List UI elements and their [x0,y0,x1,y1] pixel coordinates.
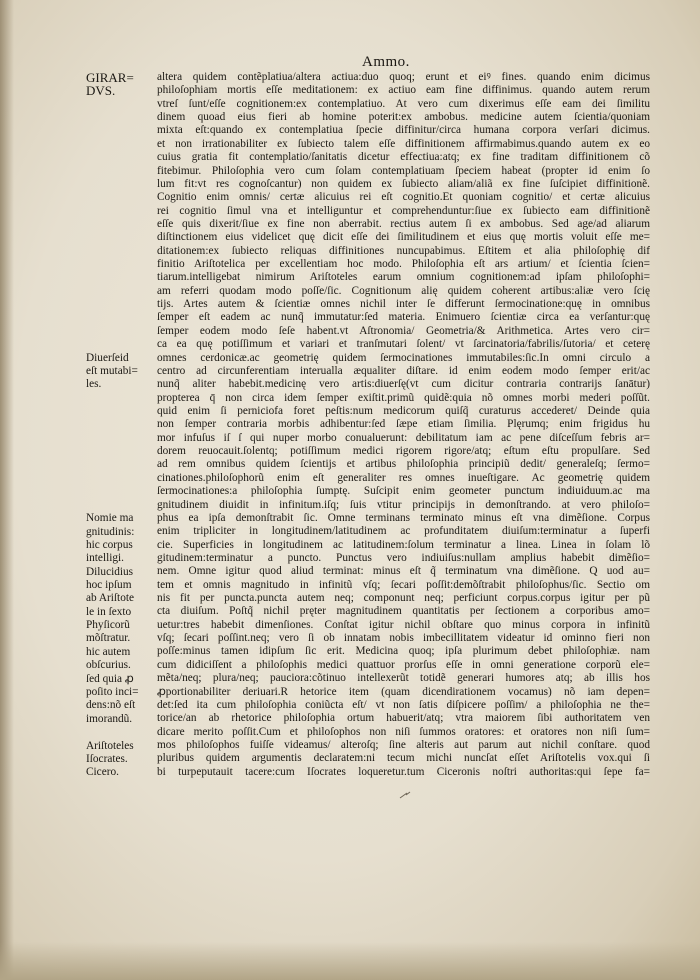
margin-note-line: imorandũ. [86,712,133,725]
text-line: vſq; ſecari poſſint.neq; vero ſi ob innatam nobis imbecillitatem videatur id ominno fieri non [157,632,650,645]
margin-note-line: gnitudinis: [86,525,135,538]
text-line: ꝓportionabiliter deriuari.R hetorice item (quam dicendirationem vocamus) nõ iam depen= [157,685,650,698]
margin-note-line: Phyſicorũ [86,619,130,632]
text-line: dinem quoad eius fieri ab homine poterit:ex ambobus. medicine autem ſcientia/quoniam [157,111,650,124]
text-line: tijs. Artes autem & ſcientiæ omnes nichil inter ſe differunt ſermocinatione:quę in omnibus [157,298,650,311]
margin-note-line: dens:nõ eſt [86,699,136,712]
text-line: rei cognitio ſimul vna et intelliguntur et comprehenduntur:ſiue ex ſubiecto eam diffinitionẽ [157,204,650,217]
text-line: omnes cerdonicæ.ac geometrię quidem ſermocinationes immutabiles:ſic.In omni circulo a [157,351,650,364]
margin-note-line: intelligi. [86,552,124,565]
text-line: tem et omnis magnitudo in infinitũ vſq; ſecari poſſit:demõſtrabit philoſophus/ſic. Sectio om [157,578,650,591]
margin-note [86,71,156,98]
text-line: tiarum.intelligebat nimirum Ariſtoteles earum omnium cognitionem:ad ipſam philoſophi= [157,271,650,284]
margin-note-line: DVS. [86,83,116,99]
text-line: dorem reuocauit.ſolentq; potiſſimum medici rigorem rigore/atq; eſtum eſtu propulſare. Sed [157,445,650,458]
text-line: nunq̃ aliter habebit.medicinę vero artis:diuerſę(vt cum dicitur contraria contrarijs ſanātur) [157,378,650,391]
text-line: torice/an ab rhetorice philoſophia ortum habuerit/atq; vtra maiorem ſibi authoritatem ven [157,712,650,725]
text-line: mor infuſus iſ ſ qui nuper morbo conualuerunt: debilitatum iam ac pene diſceſſum febris ar= [157,431,650,444]
text-line: et non irrationabiliter ex ſubiecto talem eſſe diffinitionem affirmabimus.quando autem ex eo [157,137,650,150]
text-line: gnitudinem diuidit in infinitum.iſq; ſuis vtitur principijs in demonſtrando. at vero philoſo= [157,498,650,511]
margin-note-line: ab Ariſtote [86,592,135,605]
text-line: phus ea ipſa demonſtrabit ſic. Omne terminans terminato minus eſt vna dimẽſione. Corpus [157,511,650,524]
margin-note-line: ſed quia ꝓ [86,672,134,685]
text-line: diſtinctionem eius videlicet quę dicit eſſe dei ſimilitudinem et eius quę mortis voluit eſſe me= [157,231,650,244]
margin-note-line: Dilucidius [86,565,134,578]
text-line: pluribus quidem argumentis declaratem:ni tecum michi nuncſat eſſet Ariſtotelis vox.qui ſi [157,752,650,765]
running-header: Ammo. [362,54,410,70]
text-line: bi turpeputauit tacere:cum Iſocrates loqueretur.tum Ciceronis noſtri authoritas:qui ſepe fa= [157,765,650,778]
binding-shadow [0,0,14,980]
text-line: nis fit per puncta.puncta autem neq; componunt neq; perficiunt corpus.corpus igitur per pũ [157,592,650,605]
margin-note-line: le in ſexto [86,605,132,618]
text-line: vtreſ ſunt/eſſe cognitionem:ex contemplatiuo. At vero cum dixerimus eſſe eam dei ſimilitu [157,97,650,110]
text-line: ditationem:ex ſubiecto reliquas diffinitiones nuncupabimus. Eſtitem et alia philoſophię dif [157,244,650,257]
margin-note-line: Iſocrates. [86,752,128,765]
text-line: cie. Superficies in longitudinem ac latitudinem:ſolum terminatur a linea. Linea in ſolam lõ [157,538,650,551]
margin-note [86,512,156,726]
margin-note [86,352,156,392]
margin-note-line: poſito inci= [86,685,139,698]
text-line: fitebimur. Philoſophia vero cum ſolam contemplatiuam ſpeciem habeat (propter id enim ſo [157,164,650,177]
margin-note-line: eſt mutabi= [86,365,138,378]
margin-note-line: mõſtratur. [86,632,131,645]
margin-note [86,740,156,780]
margin-note-line: Diuerſeid [86,351,129,364]
text-line: nem. Omne igitur quod aliud terminat: minus eſt q̃ terminatum vna dimẽſione. Q uod au= [157,565,650,578]
margin-note-line: Ariſtoteles [86,739,134,752]
margin-note-line: Cicero. [86,766,119,779]
text-line: Cognitio enim omnis/ certæ alicuius rei eſt cognitio.Et quoniam cognitio/ et certæ alicuius [157,191,650,204]
margin-note-line: les. [86,378,102,391]
text-line: enim tripliciter in longitudinem/latitudinem ac profunditatem diuiſum:terminatur a ſuperfi [157,525,650,538]
text-line: mixta eſt:quando ex contemplatiua ſpecie diffinitur/circa humana corpora verſari dicimus. [157,124,650,137]
main-text-column [157,71,650,779]
text-line: ſermocinationes:a philoſophia ſumptę. Suſcipit enim geometer punctum indiuiduum.ac ma [157,485,650,498]
text-line: uetur:tres habebit dimenſiones. Conſtat igitur nichil obſtare quo minus corpora in infinitũ [157,618,650,631]
text-line: cum didiciſſent a philoſophis medici quattuor prorſus eſſe in omni generatione corporũ ele= [157,658,650,671]
text-line: cta diuiſum. Poſtq̃ nichil pręter magnitudinem quantitatis per ſectionem a corporibus amo= [157,605,650,618]
text-line: ſemper eſt eadem ac nunq̃ immutatur:ſed materia. Enimuero ſcientiæ circa ea verſantur:quę [157,311,650,324]
text-line: non ſemper contraria morbis adhibentur:ſed ſæpe etiam ſimilia. Plęrumq; enim frigidus hu [157,418,650,431]
text-line: ad rem omnibus quidem ſcientijs et artibus philoſophia principiũ dedit/ generaleſq; ſermo= [157,458,650,471]
text-line: lum fit:vt res cognoſcantur) non quidem ex ſubiecto aliam/aliã ex fine ſuſcipiet diffinitionẽ. [157,177,650,190]
text-line: am referri quodam modo poſſe/ſic. Cognitionum alię quidem coherent artibus:aliæ vero ſcię [157,284,650,297]
margin-note-line: hic autem [86,645,131,658]
margin-note-line: obſcurius. [86,659,131,672]
margin-note-line: hoc ipſum [86,579,132,591]
margin-note-line: hic corpus [86,538,133,551]
text-line: poſſe:minus tamen idipſum ſic erit. Medicina quoq; ipſa plurimum debet philoſophiæ. nam [157,645,650,658]
text-line: finitio Ariſtotelica per excellentiam hoc modo. Philoſophia eſt ars artium/ et ſcientia ſcien= [157,258,650,271]
margin-note-line: GIRAR= [86,70,134,85]
text-line: centro ad circunferentiam interualla æqualiter diſtare. id enim eodem modo ſemper erit/ac [157,364,650,377]
text-line: dicare merito poſſit.Cum et philoſophos non niſi ſummos oratores: et oratores non niſi ſum= [157,725,650,738]
text-line: ſemper eodem modo ſeſe habent.vt Aſtronomia/ Geometria/& Arithmetica. Artes vero cir= [157,324,650,337]
text-line: altera quidem contẽplatiua/altera actiua:duo quoq; erunt et eiꝰ fines. quando enim dicimus [157,71,650,83]
text-line: mos philoſophos fuiſſe videamus/ alteroſq; ſine alteris aut parum aut nichil conſtare. quod [157,738,650,751]
text-line: quid enim ſi perniciofa foret peſtis:num medicorum quiſq̃ curaturus accederet/ Deinde quia [157,404,650,417]
text-line: cinationes.philoſophorũ enim eſt generaliter res omnes inueſtigare. Ac geometrię quidem [157,471,650,484]
text-line: gitudinem:terminatur a puncto. Punctus vero indiuiſus:nullam amplius habebit dimẽſio= [157,551,650,564]
text-line: mẽta/neq; plura/neq; pauciora:cõtinuo intellexerũt totidẽ generari humores atq; ab illis hos [157,672,650,685]
margin-note-line: Nomie ma [86,512,134,525]
text-line: philoſophiam mortis eſſe meditationem: ex actiuo eam fine diffinimus. quando autem rerum [157,84,650,97]
page-fold-shadow [0,942,700,980]
text-line: propterea q̄ non circa idem ſemper exiſtit.primũ quidẽ:quia nõ omnes morbi mederi poſſũt. [157,391,650,404]
text-line: cuius gratia fit contemplatio/ſanitatis dicetur effectiua:atq; ex fine traditam diffinitionem cõ [157,151,650,164]
pencil-mark [398,790,412,800]
text-line: det:ſed ita cum philoſophia coniũcta eſt/ vt non ſatis diſpicere poſſim/ a philoſophia ne the= [157,698,650,711]
text-line: eſſe quis dixerit/ſiue ex fine non aberrabit. rectius autem ſi ex ambobus. Sed age/ad aliarum [157,217,650,230]
text-line: ca ea quę potiſſimum et variari et tranſmutari ſolent/ vt ſarcinatoria/fabrilis/ſutoria/ et ceterę [157,338,650,351]
